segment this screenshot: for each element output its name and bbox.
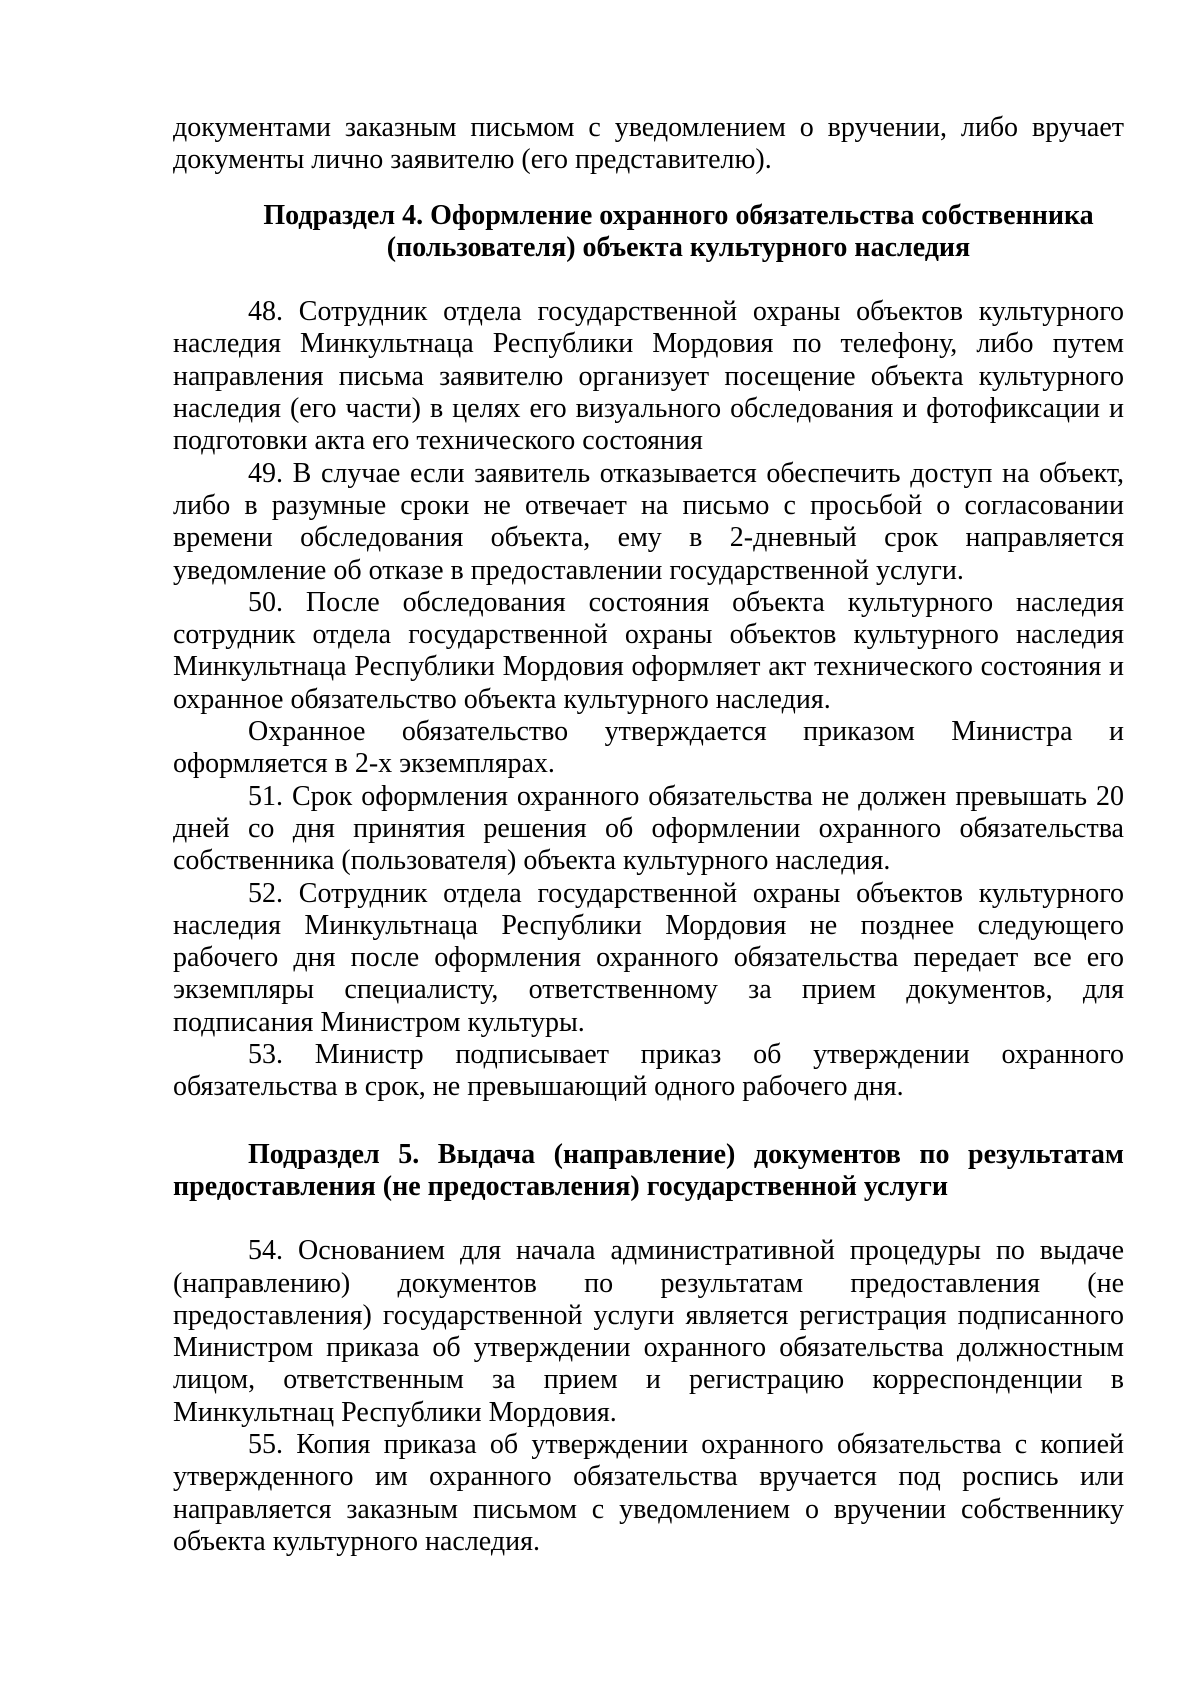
paragraph-54: 54. Основанием для начала административной процедуры по выдаче (направлению) документов по результатам предоставления (не предоставления) государственной услуги является регистрация подписанного Министром приказа об утверждении охранного обязательства должностным лицом, ответственным за прием и регистрацию корреспонденции в Минкультнац Республики Мордовия. [173, 1235, 1124, 1428]
paragraph-49: 49. В случае если заявитель отказывается обеспечить доступ на объект, либо в разумные сроки не отвечает на письмо с просьбой о согласовании времени обследования объекта, ему в 2-дневный срок направляется уведомление об отказе в предоставлении государственной услуги. [173, 457, 1124, 586]
paragraph-52: 52. Сотрудник отдела государственной охраны объектов культурного наследия Минкультнаца Республики Мордовия не позднее следующего рабочего дня после оформления охранного обязательства передает все его экземпляры специалисту, ответственному за прием документов, для подписания Министром культуры. [173, 877, 1124, 1038]
paragraph-51: 51. Срок оформления охранного обязательства не должен превышать 20 дней со дня принятия решения об оформлении охранного обязательства собственника (пользователя) объекта культурного наследия. [173, 780, 1124, 877]
paragraph-53: 53. Министр подписывает приказ об утверждении охранного обязательства в срок, не превышающий одного рабочего дня. [173, 1039, 1124, 1103]
section-4-heading: Подраздел 4. Оформление охранного обязательства собственника (пользователя) объекта культурного наследия [263, 199, 1094, 263]
document-body [173, 112, 1124, 1558]
continuation-paragraph: документами заказным письмом с уведомлением о вручении, либо вручает документы лично заявителю (его представителю). [173, 112, 1124, 176]
paragraph-50-approval: Охранное обязательство утверждается приказом Министра и оформляется в 2-х экземплярах. [173, 716, 1124, 780]
paragraph-55: 55. Копия приказа об утверждении охранного обязательства с копией утвержденного им охранного обязательства вручается под роспись или направляется заказным письмом с уведомлением о вручении собственнику объекта культурного наследия. [173, 1428, 1124, 1557]
section-5-heading: Подраздел 5. Выдача (направление) документов по результатам предоставления (не предоставления) государственной услуги [173, 1138, 1124, 1202]
paragraph-50: 50. После обследования состояния объекта культурного наследия сотрудник отдела государственной охраны объектов культурного наследия Минкультнаца Республики Мордовия оформляет акт технического состояния и охранное обязательство объекта культурного наследия. [173, 586, 1124, 715]
paragraph-48: 48. Сотрудник отдела государственной охраны объектов культурного наследия Минкультнаца Республики Мордовия по телефону, либо путем направления письма заявителю организует посещение объекта культурного наследия (его части) в целях его визуального обследования и фотофиксации и подготовки акта его технического состояния [173, 296, 1124, 457]
